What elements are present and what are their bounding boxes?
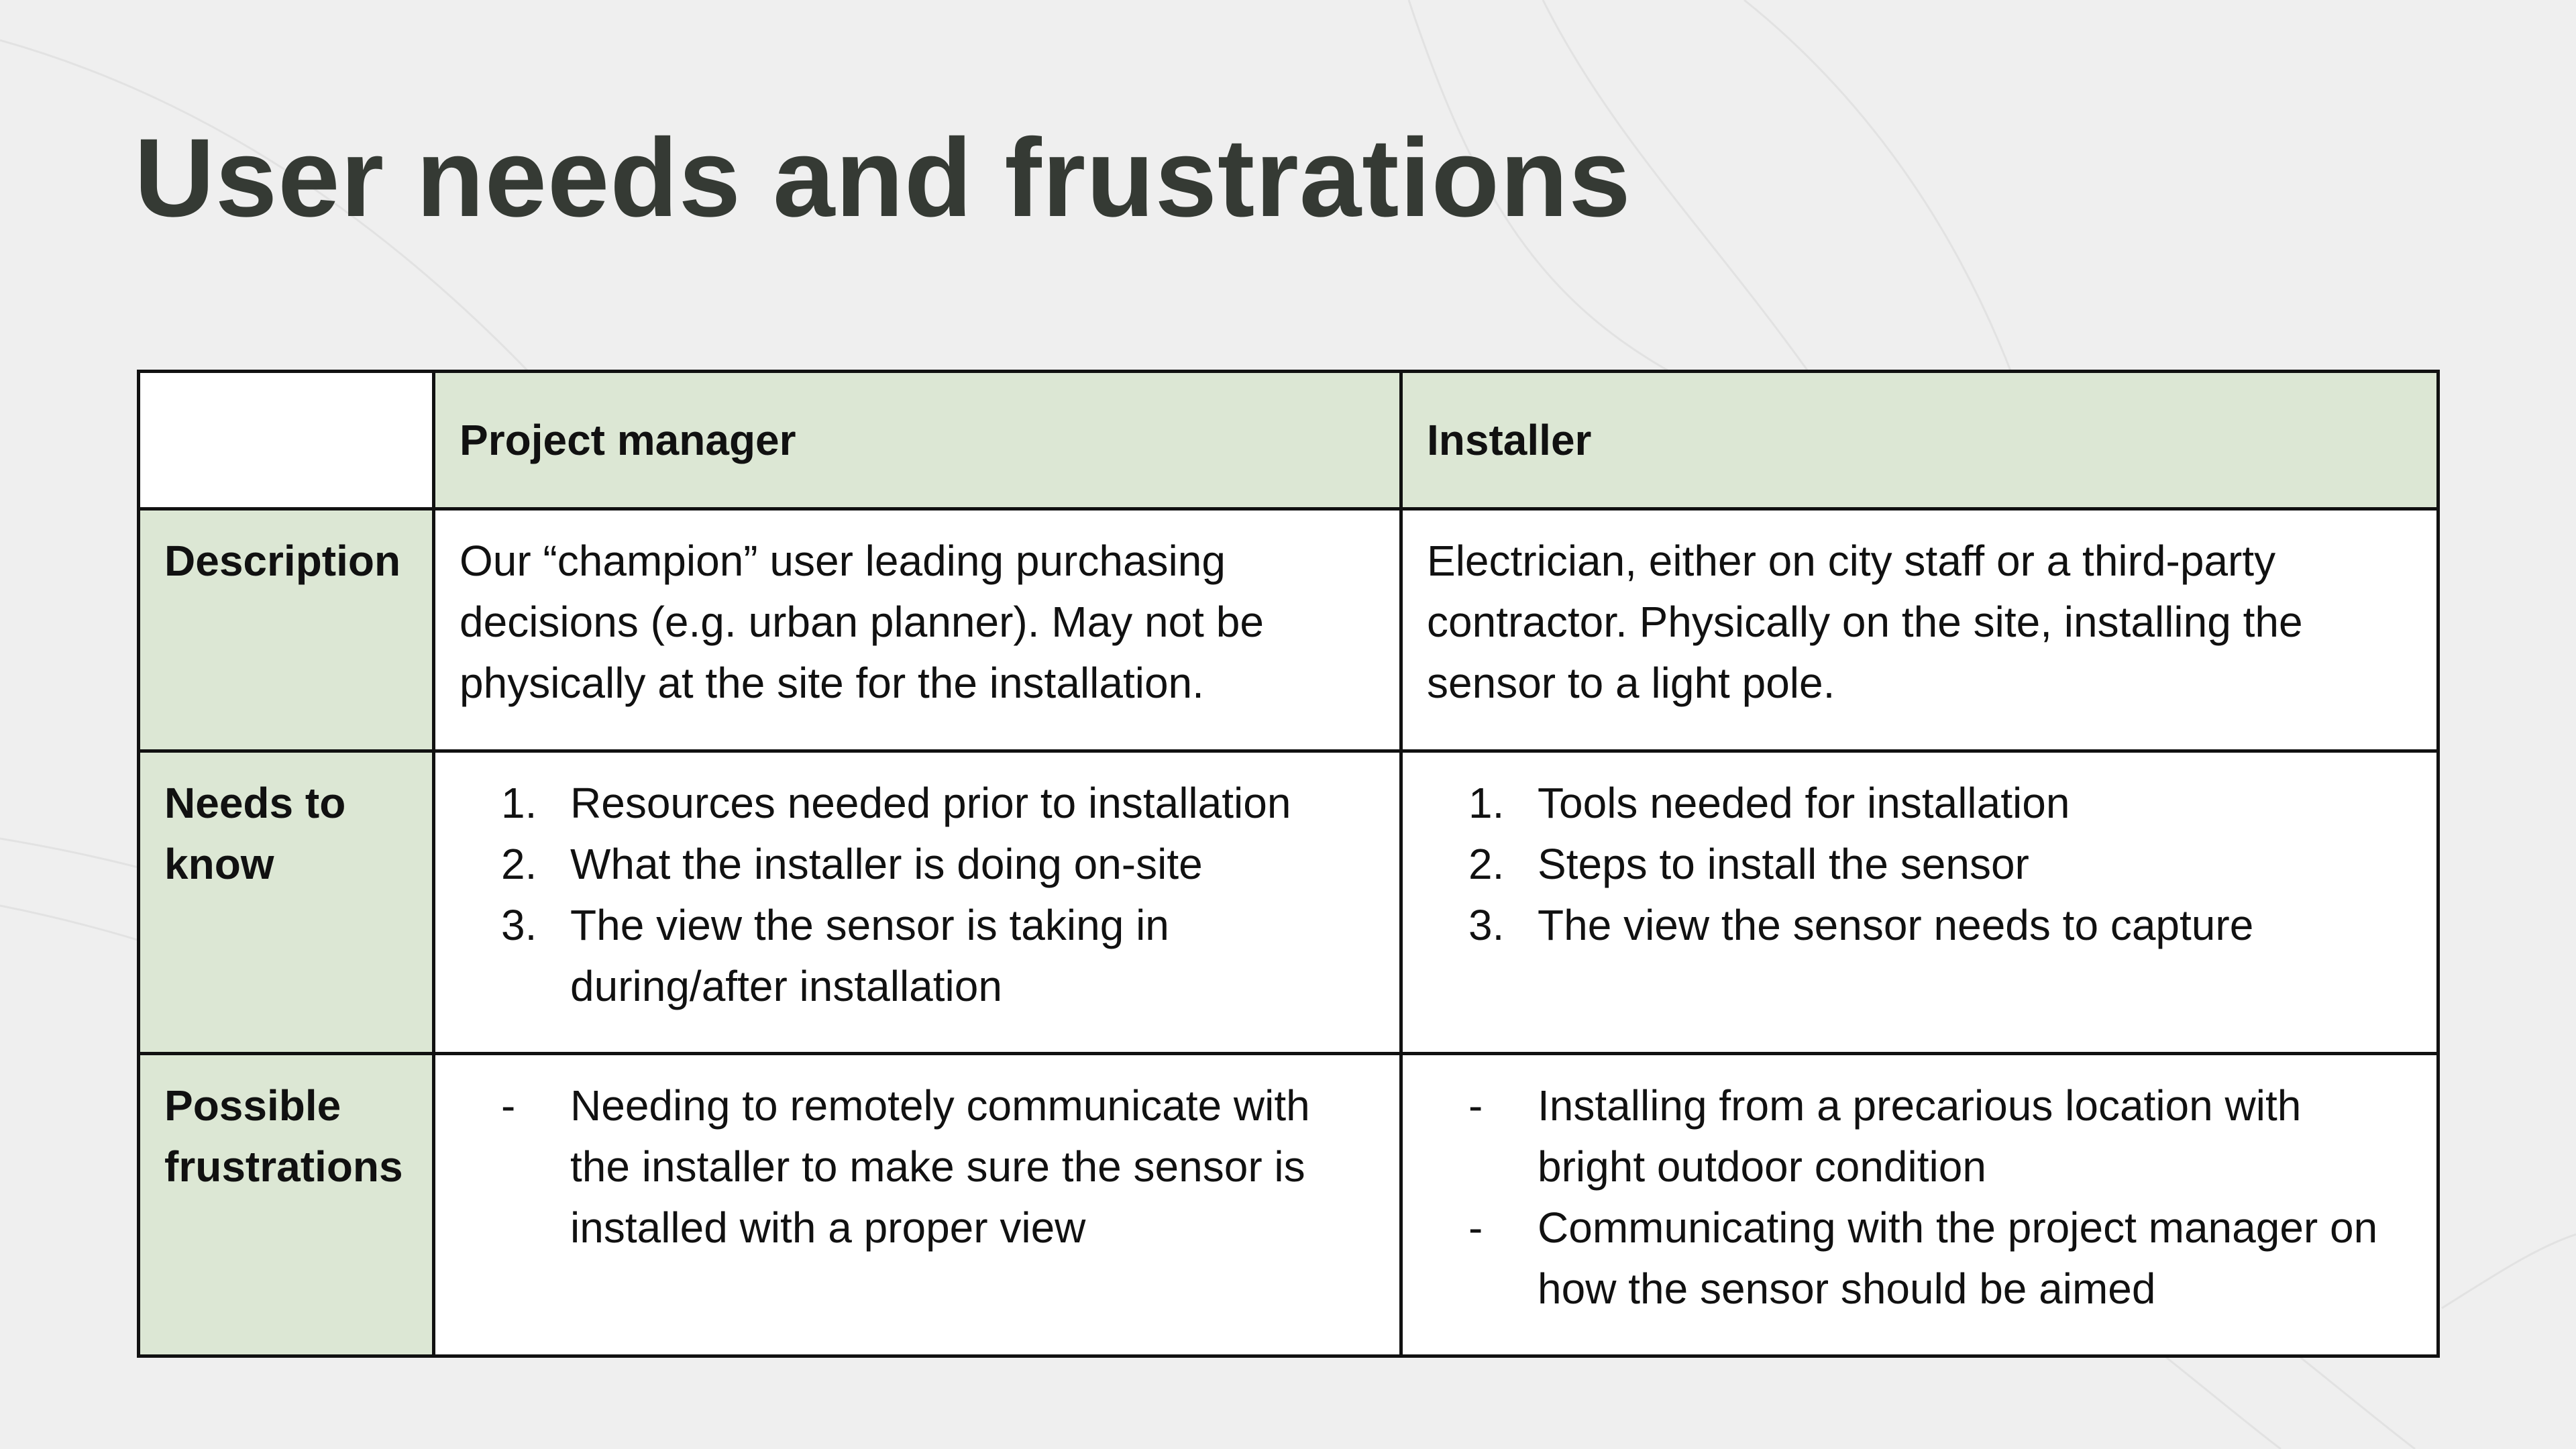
header-project-manager: Project manager <box>434 372 1401 509</box>
list-item <box>460 773 1375 834</box>
header-installer: Installer <box>1401 372 2438 509</box>
list-item-text: The view the sensor needs to capture <box>1538 901 2254 949</box>
list-item <box>1427 773 2412 834</box>
row-label-description: Description <box>139 509 434 751</box>
frustrations-project-manager-list <box>460 1075 1375 1258</box>
list-item <box>460 834 1375 895</box>
list-item <box>1427 1197 2412 1320</box>
row-label-needs-to-know: Needs to know <box>139 751 434 1054</box>
list-marker: - <box>1468 1203 1483 1252</box>
table-header-row <box>139 372 2438 509</box>
corner-cell <box>139 372 434 509</box>
list-marker: - <box>501 1081 516 1130</box>
frustrations-project-manager <box>434 1054 1401 1356</box>
list-marker: 1. <box>1468 779 1505 827</box>
list-item <box>1427 834 2412 895</box>
list-item-text: The view the sensor is taking in during/after installation <box>570 901 1169 1010</box>
table-row-needs-to-know <box>139 751 2438 1054</box>
list-item <box>1427 1075 2412 1197</box>
needs-installer <box>1401 751 2438 1054</box>
description-project-manager: Our “champion” user leading purchasing decisions (e.g. urban planner). May not be physically at the site for the installation. <box>434 509 1401 751</box>
description-installer: Electrician, either on city staff or a third-party contractor. Physically on the site, installing the sensor to a light pole. <box>1401 509 2438 751</box>
list-marker: 3. <box>1468 901 1505 949</box>
list-item <box>1427 895 2412 956</box>
list-marker: 3. <box>501 901 537 949</box>
list-item-text: Communicating with the project manager on how the sensor should be aimed <box>1538 1203 2378 1313</box>
list-item-text: Steps to install the sensor <box>1538 840 2029 888</box>
list-item-text: What the installer is doing on-site <box>570 840 1203 888</box>
slide-title: User needs and frustrations <box>134 116 1631 240</box>
needs-project-manager <box>434 751 1401 1054</box>
needs-project-manager-list <box>460 773 1375 1017</box>
list-item-text: Tools needed for installation <box>1538 779 2070 827</box>
list-marker: 2. <box>1468 840 1505 888</box>
list-item <box>460 1075 1375 1258</box>
list-item-text: Needing to remotely communicate with the installer to make sure the sensor is installed with a proper view <box>570 1081 1310 1252</box>
frustrations-installer-list <box>1427 1075 2412 1320</box>
user-needs-table <box>137 370 2440 1358</box>
table-row-description <box>139 509 2438 751</box>
needs-installer-list <box>1427 773 2412 956</box>
row-label-possible-frustrations: Possible frustrations <box>139 1054 434 1356</box>
list-marker: 2. <box>501 840 537 888</box>
table-row-possible-frustrations <box>139 1054 2438 1356</box>
frustrations-installer <box>1401 1054 2438 1356</box>
list-item <box>460 895 1375 1017</box>
list-marker: 1. <box>501 779 537 827</box>
list-marker: - <box>1468 1081 1483 1130</box>
list-item-text: Resources needed prior to installation <box>570 779 1291 827</box>
list-item-text: Installing from a precarious location with bright outdoor condition <box>1538 1081 2302 1191</box>
